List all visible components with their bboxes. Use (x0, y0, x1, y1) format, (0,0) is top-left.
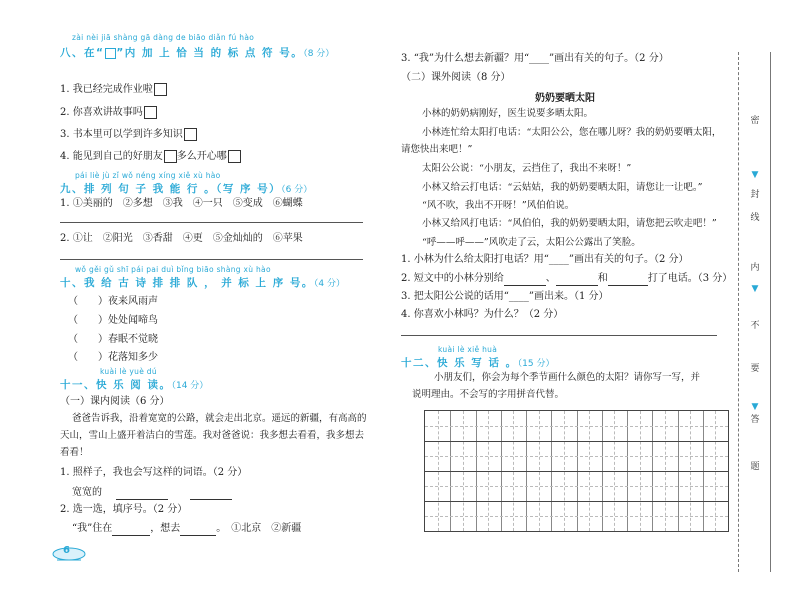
r-rq1: 1. 小林为什么给太阳打电话？用“____”画出有关的句子。（2 分） (401, 254, 689, 265)
s10-heading: 十、我 给 古 诗 排 排 队 ， 并 标 上 序 号。（4 分） (60, 277, 345, 289)
s9-line-1: 1. ①美丽的 ②多想 ③我 ④一只 ⑤变成 ⑥蝴蝶 (60, 198, 303, 209)
story-line-4: 太阳公公说：“小朋友，云挡住了，我出不来呀！” (422, 163, 632, 174)
margin-marker-icon: ▼ (751, 170, 759, 180)
margin-char-7: 答 (750, 415, 760, 425)
s8-item-3: 3. 书本里可以学到许多知识 (60, 128, 197, 142)
r-rq3: 3. 把太阳公公说的话用“____”画出来。（1 分） (401, 291, 609, 302)
answer-line[interactable] (401, 335, 717, 336)
r-rq2: 2. 短文中的小林分别给 、 和 打了电话。（3 分） (401, 273, 733, 284)
grid-guide (425, 486, 728, 487)
answer-box[interactable] (184, 128, 197, 141)
page-number: 6 (63, 545, 70, 556)
poem-line-1[interactable]: （ ）夜来风雨声 (68, 296, 158, 307)
margin-char-3: 线 (750, 213, 760, 223)
answer-box[interactable] (144, 106, 157, 119)
grid-guide (425, 516, 728, 517)
story-title: 奶奶要晒太阳 (535, 93, 595, 104)
answer-blank[interactable] (504, 285, 546, 286)
page-number-badge (52, 545, 86, 561)
margin-char-2: 封 (750, 190, 760, 200)
story-line-2: 小林连忙给太阳打电话：“太阳公公，您在哪儿呀？我的奶奶要晒太阳， (422, 127, 722, 138)
r-rq4: 4. 你喜欢小林吗？为什么？（2 分） (401, 309, 564, 320)
answer-box[interactable] (228, 150, 241, 163)
s12-heading: 十二、快 乐 写 话 。（15 分） (401, 357, 555, 369)
answer-box[interactable] (164, 150, 177, 163)
s10-pinyin: wǒ gěi gǔ shī pái pai duì bǐng biāo shàng xù hào (75, 265, 271, 274)
s12-prompt-1: 小朋友们，你会为每个季节画什么颜色的太阳？请你写一写，并 (434, 372, 701, 383)
answer-blank[interactable] (190, 499, 232, 500)
seal-line-left (738, 52, 739, 572)
grid-guide (425, 426, 728, 427)
r-q3: 3. “我”为什么想去新疆？用“____”画出有关的句子。（2 分） (401, 53, 669, 64)
s10-score: （4 分） (313, 279, 345, 289)
s8-title-a: 八、在“ (60, 47, 105, 59)
grid-line (425, 441, 728, 442)
s11-score: （14 分） (171, 381, 209, 391)
story-line-1: 小林的奶奶病刚好，医生说要多晒太阳。 (422, 108, 594, 119)
story-line-7: 小林又给风打电话：“风伯伯，我的奶奶要晒太阳，请您把云吹走吧！” (422, 218, 717, 229)
s8-score: （8 分） (303, 49, 335, 59)
seal-line-right (770, 52, 771, 572)
story-line-6: “风不吹，我出不开呀！”风伯伯说。 (422, 200, 575, 211)
s9-line-2: 2. ①让 ②阳光 ③香甜 ④更 ⑤金灿灿的 ⑥苹果 (60, 233, 303, 244)
s8-example-box (105, 48, 116, 59)
s11-q2: 2. 选一选，填序号。（2 分） (60, 504, 188, 515)
s11-heading: 十一、快 乐 阅 读。（14 分） (60, 379, 209, 391)
margin-char-1: 密 (750, 116, 760, 126)
margin-marker-icon: ▼ (751, 284, 759, 294)
story-line-3: 请您快出来吧！” (401, 144, 473, 155)
s11-q1: 1. 照样子，我也会写这样的词语。（2 分） (60, 467, 248, 478)
answer-box[interactable] (154, 83, 167, 96)
grid-guide (425, 456, 728, 457)
answer-line[interactable] (60, 222, 363, 223)
grid-line (425, 471, 728, 472)
answer-blank[interactable] (112, 535, 150, 536)
s9-pinyin: pái liè jù zǐ wǒ néng xíng xiě xù hào (75, 171, 221, 180)
poem-line-3[interactable]: （ ）春眠不觉晓 (68, 334, 158, 345)
s9-heading: 九、排 列 句 子 我 能 行 。（写 序 号）（6 分） (60, 183, 313, 195)
s8-item-4: 4. 能见到自己的好朋友 多么开心哪 (60, 150, 241, 164)
answer-blank[interactable] (608, 285, 648, 286)
s8-item-1: 1. 我已经完成作业啦 (60, 83, 167, 97)
answer-line[interactable] (60, 259, 363, 260)
answer-blank[interactable] (180, 535, 216, 536)
s8-item-2: 2. 你喜欢讲故事吗 (60, 106, 157, 120)
answer-blank[interactable] (116, 499, 168, 500)
writing-grid[interactable] (424, 410, 729, 532)
margin-char-5: 不 (750, 321, 760, 331)
s8-heading (60, 45, 334, 60)
story-line-5: 小林又给云打电话：“云姑姑，我的奶奶要晒太阳，请您让一让吧。” (422, 182, 703, 193)
poem-line-2[interactable]: （ ）处处闻啼鸟 (68, 315, 158, 326)
s12-prompt-2: 说明理由。不会写的字用拼音代替。 (412, 389, 565, 400)
s9-score: （6 分） (281, 185, 313, 195)
answer-blank[interactable] (556, 285, 598, 286)
grid-line (425, 501, 728, 502)
margin-marker-icon: ▼ (751, 402, 759, 412)
margin-char-8: 题 (750, 462, 760, 472)
passage-line-3: 看看！ (60, 447, 89, 458)
passage-line-1: 爸爸告诉我，沿着宽宽的公路，就会走出北京。遥远的新疆，有高高的 (72, 413, 367, 424)
s8-title-b: ”内 加 上 恰 当 的 标 点 符 号。 (116, 47, 304, 59)
s11-q2-fill: “我”住在 ，想去 。 ①北京 ②新疆 (72, 523, 302, 534)
margin-char-4: 内 (750, 263, 760, 273)
s8-pinyin: zài nèi jiā shàng gā dàng de biāo diǎn fú hào (72, 33, 255, 42)
r-sub2: （二）课外阅读（8 分） (401, 72, 511, 83)
s11-pinyin: kuài lè yuè dú (100, 367, 157, 376)
story-line-8: “呼——呼——”风吹走了云，太阳公公露出了笑脸。 (422, 237, 641, 248)
s11-q1-example: 宽宽的 (72, 486, 232, 500)
passage-line-2: 天山，雪山上盛开着洁白的雪莲。我对爸爸说：我多想去看看，我多想去 (60, 430, 365, 441)
s11-sub1: （一）课内阅读（6 分） (60, 396, 170, 407)
poem-line-4[interactable]: （ ）花落知多少 (68, 352, 158, 363)
s12-pinyin: kuài lè xiě huà (438, 345, 498, 354)
margin-char-6: 要 (750, 364, 760, 374)
s12-score: （15 分） (517, 359, 555, 369)
